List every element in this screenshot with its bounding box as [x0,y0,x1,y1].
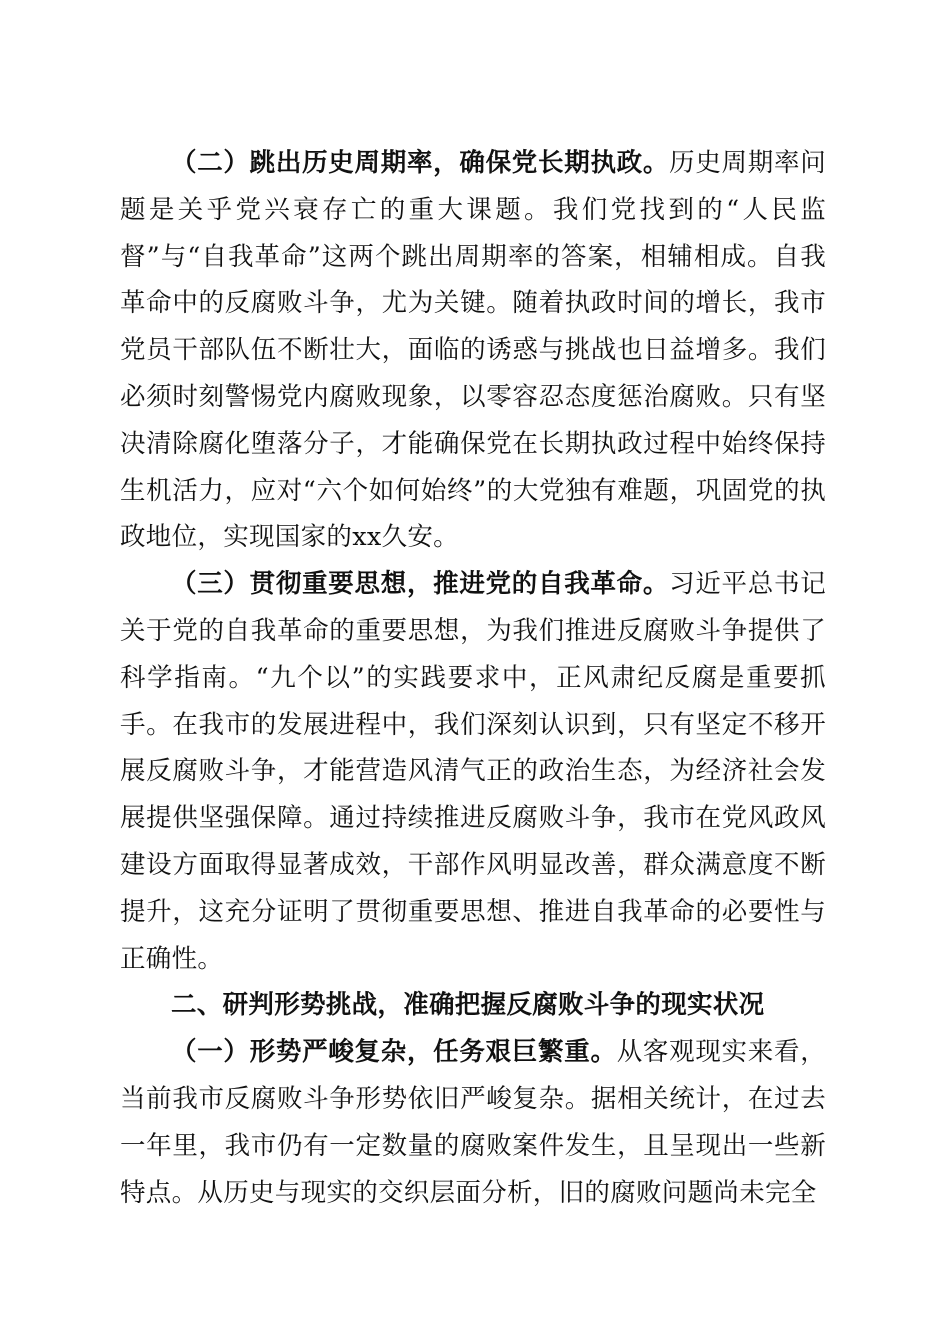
paragraph-lead: （三）贯彻重要思想，推进党的自我革命。 [171,569,670,600]
paragraph-text: 习近平总书记关于党的自我革命的重要思想，为我们推进反腐败斗争提供了科学指南。“九个以”的实践要求中，正风肃纪反腐是重要抓手。在我市的发展进程中，我们深刻认识到，只有坚定不移开展反腐败斗争，才能营造风清气正的政治生态，为经济社会发展提供坚强保障。通过持续推进反腐败斗争，我市在党风政风建设方面取得显著成效，干部作风明显改善，群众满意度不断提升，这充分证明了贯彻重要思想、推进自我革命的必要性与正确性。 [120,569,826,974]
paragraph-section-3 [120,561,826,982]
paragraph-text: 历史周期率问题是关乎党兴衰存亡的重大课题。我们党找到的“人民监督”与“自我革命”这两个跳出周期率的答案，相辅相成。自我革命中的反腐败斗争，尤为关键。随着执政时间的增长，我市党员干部队伍不断壮大，面临的诱惑与挑战也日益增多。我们必须时刻警惕党内腐败现象，以零容忍态度惩治腐败。只有坚决清除腐化堕落分子，才能确保党在长期执政过程中始终保持生机活力，应对“六个如何始终”的大党独有难题，巩固党的执政地位，实现国家的xx久安。 [120,148,826,553]
paragraph-section-1 [120,1029,826,1216]
paragraph-text: 从客观现实来看，当前我市反腐败斗争形势依旧严峻复杂。据相关统计，在过去一年里，我市仍有一定数量的腐败案件发生，且呈现出一些新特点。从历史与现实的交织层面分析，旧的腐败问题尚未完全 [120,1037,826,1208]
paragraph-lead: （一）形势严峻复杂，任务艰巨繁重。 [171,1037,617,1068]
paragraph-lead: （二）跳出历史周期率，确保党长期执政。 [171,148,670,178]
section-heading: 二、研判形势挑战，准确把握反腐败斗争的现实状况 [171,990,765,1021]
document-body [120,140,826,1216]
paragraph-section-2 [120,140,826,561]
